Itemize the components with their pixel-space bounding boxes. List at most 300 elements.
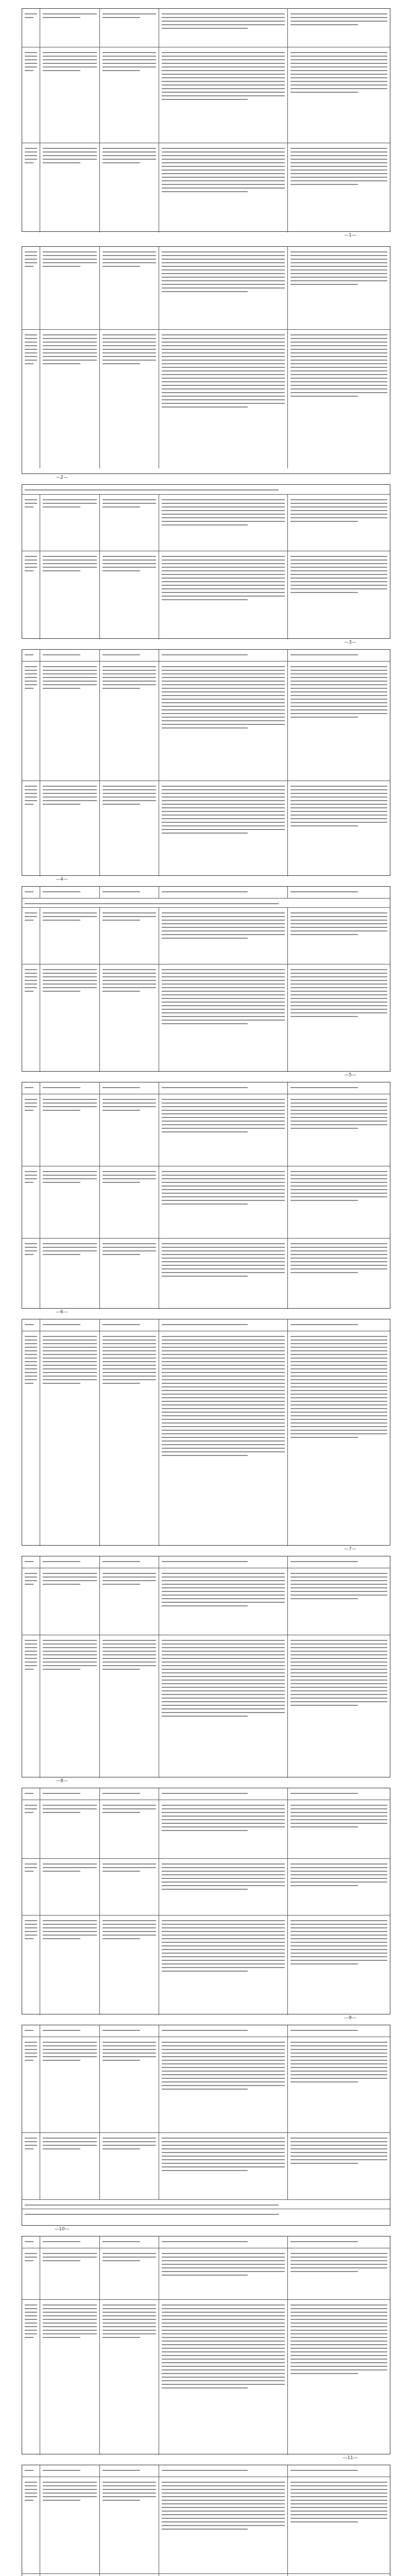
page-number: —11— [342,2455,358,2461]
text-line-placeholder [162,570,284,571]
text-line-placeholder [25,2030,33,2031]
text-line-placeholder [290,1963,358,1964]
text-line-placeholder [162,2341,284,2342]
text-line-placeholder [25,2319,37,2320]
text-line-placeholder [162,1640,284,1641]
text-line-placeholder [290,1705,358,1706]
text-line-placeholder [162,1016,284,1017]
text-line-placeholder [25,560,37,561]
text-line-placeholder [290,2264,387,2265]
page-number: —9— [344,2015,356,2021]
text-line-placeholder [102,56,157,57]
table-cell [22,964,40,1072]
text-line-placeholder [290,976,387,977]
text-line-placeholder [290,2049,387,2050]
text-line-placeholder [290,1361,387,1362]
text-line-placeholder [162,684,284,685]
table-row [22,1166,390,1238]
table-row [22,1635,390,1778]
text-line-placeholder [162,1350,284,1351]
text-line-placeholder [290,180,387,181]
text-line-placeholder [162,1408,284,1409]
text-line-placeholder [162,581,284,582]
text-line-placeholder [290,2369,387,2370]
text-line-placeholder [290,517,387,518]
text-line-placeholder [290,251,387,252]
table-cell [159,1800,287,1858]
text-line-placeholder [290,1009,387,1010]
text-line-placeholder [162,912,284,913]
text-line-placeholder [290,1368,387,1369]
table-cell [22,247,40,329]
text-line-placeholder [25,916,37,917]
text-line-placeholder [290,702,387,703]
text-line-placeholder [102,2500,140,2501]
text-line-placeholder [25,789,37,790]
text-line-placeholder [102,677,157,678]
text-line-placeholder [290,2511,387,2512]
text-line-placeholder [290,786,387,787]
text-line-placeholder [162,1823,284,1824]
text-line-placeholder [25,2042,37,2043]
text-line-placeholder [43,2323,97,2324]
text-line-placeholder [43,66,97,67]
table-cell [287,887,390,898]
text-line-placeholder [162,251,284,252]
table-cell [99,330,159,468]
text-line-placeholder [162,1404,284,1405]
text-line-placeholder [25,2337,33,2338]
text-line-placeholder [290,2056,387,2057]
text-line-placeholder [25,800,37,801]
text-line-placeholder [43,1863,97,1865]
table-block [22,1082,390,1309]
table-row [22,1331,390,1546]
table-cell [287,1094,390,1166]
text-line-placeholder [162,1412,284,1413]
text-line-placeholder [290,585,387,586]
table-cell [99,1082,159,1094]
text-line-placeholder [25,1658,37,1659]
text-line-placeholder [162,514,284,515]
text-line-placeholder [162,2529,248,2530]
text-line-placeholder [102,1577,157,1578]
text-line-placeholder [162,916,284,917]
text-line-placeholder [162,599,248,600]
text-line-placeholder [43,363,80,364]
text-line-placeholder [25,2323,37,2324]
table-block [22,1319,390,1546]
text-line-placeholder [43,255,97,256]
text-line-placeholder [162,2241,248,2242]
text-line-placeholder [102,1175,157,1176]
text-line-placeholder [25,2489,37,2490]
text-line-placeholder [162,349,284,350]
text-line-placeholder [290,2257,387,2258]
text-line-placeholder [25,259,37,260]
text-line-placeholder [290,1573,387,1574]
text-line-placeholder [162,1935,284,1936]
text-line-placeholder [25,349,37,350]
text-line-placeholder [162,1598,284,1599]
table-cell [40,2477,99,2573]
text-line-placeholder [162,28,248,29]
text-line-placeholder [290,1106,387,1107]
text-line-placeholder [162,1189,284,1190]
text-line-placeholder [290,63,387,64]
text-line-placeholder [162,1440,284,1442]
text-line-placeholder [162,973,284,974]
text-line-placeholder [290,1272,358,1273]
text-line-placeholder [102,70,140,71]
text-line-placeholder [290,1683,387,1684]
table-cell [287,1239,390,1309]
text-line-placeholder [290,581,387,582]
text-line-placeholder [290,378,387,379]
text-line-placeholder [162,1812,284,1813]
text-line-placeholder [162,70,284,71]
text-line-placeholder [102,1805,157,1806]
text-line-placeholder [43,891,80,892]
text-line-placeholder [162,1971,248,1972]
table-section-row [22,2209,390,2226]
text-line-placeholder [25,2308,37,2309]
text-line-placeholder [25,804,33,805]
text-line-placeholder [43,2253,97,2254]
table-cell [99,2574,159,2576]
text-line-placeholder [162,24,284,25]
text-line-placeholder [43,684,97,685]
text-line-placeholder [162,1182,284,1183]
text-line-placeholder [162,1002,284,1003]
text-line-placeholder [290,2078,387,2079]
text-line-placeholder [290,804,387,805]
text-line-placeholder [162,1204,248,1205]
text-line-placeholder [162,517,284,518]
text-line-placeholder [162,2071,284,2072]
table-cell [22,1319,40,1331]
text-line-placeholder [290,1935,387,1936]
text-line-placeholder [162,800,284,801]
table-cell [159,650,287,661]
section-title-placeholder [22,2200,390,2209]
table-cell [287,650,390,661]
text-line-placeholder [102,1573,157,1574]
text-line-placeholder [162,13,284,14]
table-cell [159,2477,287,2573]
text-line-placeholder [25,1171,37,1172]
text-line-placeholder [162,1938,284,1939]
text-line-placeholder [102,1372,157,1373]
text-line-placeholder [102,1640,157,1641]
text-line-placeholder [25,2496,37,2497]
text-line-placeholder [25,1358,37,1359]
text-line-placeholder [290,818,387,819]
text-line-placeholder [162,1816,284,1817]
text-line-placeholder [102,151,157,152]
text-line-placeholder [25,903,279,904]
text-line-placeholder [290,170,387,171]
text-line-placeholder [162,2518,284,2519]
text-line-placeholder [162,59,284,60]
table-cell [40,2236,99,2248]
text-line-placeholder [162,191,248,192]
text-line-placeholder [162,2511,284,2512]
text-line-placeholder [102,1365,157,1366]
text-line-placeholder [25,13,37,14]
text-line-placeholder [25,1584,33,1585]
text-line-placeholder [25,2045,37,2046]
text-line-placeholder [25,1640,37,1641]
text-line-placeholder [290,1580,387,1581]
text-line-placeholder [162,1701,284,1702]
text-line-placeholder [43,912,97,913]
text-line-placeholder [102,159,157,160]
text-line-placeholder [162,1584,284,1585]
table-cell [159,1568,287,1635]
text-line-placeholder [290,793,387,794]
text-line-placeholder [162,370,284,371]
text-line-placeholder [25,1347,37,1348]
table-cell [22,1239,40,1309]
text-line-placeholder [162,1131,248,1132]
text-line-placeholder [162,166,284,167]
text-line-placeholder [43,2485,97,2486]
text-line-placeholder [162,1422,284,1423]
text-line-placeholder [290,1945,387,1946]
text-line-placeholder [290,684,387,685]
text-line-placeholder [102,1379,157,1380]
text-line-placeholder [25,1654,37,1655]
text-line-placeholder [25,251,37,252]
text-line-placeholder [102,1935,157,1936]
text-line-placeholder [25,1871,33,1872]
table-cell [287,1916,390,2015]
text-line-placeholder [43,2326,97,2327]
text-line-placeholder [162,170,284,171]
text-line-placeholder [290,796,387,798]
text-line-placeholder [25,1087,33,1088]
text-line-placeholder [25,1365,37,1366]
text-line-placeholder [162,2330,284,2331]
text-line-placeholder [290,2362,387,2363]
text-line-placeholder [43,2470,80,2471]
table-cell [99,2477,159,2573]
text-line-placeholder [43,266,80,267]
table-cell [99,9,159,47]
text-line-placeholder [102,1561,140,1562]
text-line-placeholder [290,1871,387,1872]
text-line-placeholder [102,1110,140,1111]
text-line-placeholder [102,1383,140,1384]
text-line-placeholder [102,360,157,361]
text-line-placeholder [43,2330,97,2331]
text-line-placeholder [102,1247,157,1248]
text-line-placeholder [43,338,97,339]
table-block [22,2465,390,2576]
table-cell [159,1331,287,1546]
table-block [22,484,390,639]
text-line-placeholder [25,1935,37,1936]
text-line-placeholder [290,1595,387,1596]
text-line-placeholder [102,1368,157,1369]
text-line-placeholder [162,1175,284,1176]
text-line-placeholder [102,1340,157,1341]
text-line-placeholder [162,1683,284,1684]
text-line-placeholder [290,811,387,812]
text-line-placeholder [290,994,387,995]
text-line-placeholder [25,688,33,689]
text-line-placeholder [290,2485,387,2486]
text-line-placeholder [290,2260,387,2261]
text-line-placeholder [43,506,80,507]
page-number: —4— [56,877,68,882]
table-cell [287,1859,390,1915]
text-line-placeholder [290,503,387,504]
text-line-placeholder [25,2241,33,2242]
text-line-placeholder [290,670,387,671]
table-block [22,8,390,232]
text-line-placeholder [43,1665,97,1666]
text-line-placeholder [290,255,387,256]
text-line-placeholder [25,360,37,361]
text-line-placeholder [290,1701,387,1702]
page-number: —8— [56,1778,68,1784]
text-line-placeholder [290,588,387,589]
table-cell [287,9,390,47]
text-line-placeholder [162,1878,284,1879]
text-line-placeholder [25,489,279,490]
text-line-placeholder [43,1561,80,1562]
text-line-placeholder [25,976,37,977]
text-line-placeholder [162,338,284,339]
text-line-placeholder [25,1651,37,1652]
text-line-placeholder [102,63,157,64]
text-line-placeholder [290,923,387,924]
text-line-placeholder [290,2344,387,2345]
text-line-placeholder [102,688,140,689]
table-cell [159,2133,287,2199]
text-line-placeholder [290,56,387,57]
text-line-placeholder [162,1200,284,1201]
text-line-placeholder [102,1350,157,1351]
text-line-placeholder [43,980,97,981]
table-cell [40,2025,99,2037]
text-line-placeholder [290,155,387,156]
text-line-placeholder [290,1669,387,1670]
text-line-placeholder [162,1347,284,1348]
text-line-placeholder [162,99,248,100]
text-line-placeholder [290,1390,387,1391]
text-line-placeholder [290,1124,387,1125]
text-line-placeholder [290,891,358,892]
text-line-placeholder [290,370,387,371]
text-line-placeholder [25,151,37,152]
text-line-placeholder [290,349,387,350]
text-line-placeholder [102,976,157,977]
text-line-placeholder [162,688,284,689]
text-line-placeholder [102,1867,157,1868]
page-number: —10— [54,2227,70,2232]
text-line-placeholder [25,2304,37,2306]
table-cell [287,1788,390,1800]
table-cell [159,2300,287,2455]
table-cell [159,1319,287,1331]
text-line-placeholder [43,1182,80,1183]
text-line-placeholder [25,673,37,674]
text-line-placeholder [162,1361,284,1362]
table-header-row [22,1556,390,1568]
table-cell [22,551,40,639]
text-line-placeholder [25,52,37,53]
text-line-placeholder [43,1584,80,1585]
text-line-placeholder [102,916,157,917]
text-line-placeholder [43,2141,97,2142]
text-line-placeholder [25,1175,37,1176]
text-line-placeholder [25,1376,37,1377]
text-line-placeholder [162,1265,284,1266]
text-line-placeholder [43,1643,97,1645]
text-line-placeholder [290,499,387,500]
text-line-placeholder [290,2163,358,2164]
text-line-placeholder [43,1368,97,1369]
text-line-placeholder [290,1002,387,1003]
text-line-placeholder [43,2049,97,2050]
text-line-placeholder [162,1680,284,1681]
text-line-placeholder [102,499,157,500]
text-line-placeholder [102,13,157,14]
text-line-placeholder [102,2045,157,2046]
table-header-row [22,1082,390,1094]
text-line-placeholder [290,1698,387,1699]
text-line-placeholder [25,1178,37,1179]
text-line-placeholder [290,815,387,816]
text-line-placeholder [290,396,358,397]
text-line-placeholder [102,1254,140,1255]
text-line-placeholder [25,1361,37,1362]
text-line-placeholder [102,681,157,682]
text-line-placeholder [102,162,140,163]
text-line-placeholder [162,2348,284,2349]
text-line-placeholder [290,177,387,178]
text-line-placeholder [290,2341,387,2342]
text-line-placeholder [43,654,80,655]
text-line-placeholder [162,699,284,700]
text-line-placeholder [162,177,284,178]
text-line-placeholder [162,934,284,935]
text-line-placeholder [162,1924,284,1925]
text-line-placeholder [43,2030,80,2031]
text-line-placeholder [162,2148,284,2149]
text-line-placeholder [102,1354,157,1355]
text-line-placeholder [290,352,387,353]
text-line-placeholder [43,991,80,992]
text-line-placeholder [43,987,97,988]
text-line-placeholder [43,1577,97,1578]
text-line-placeholder [290,1121,387,1122]
text-line-placeholder [162,388,284,389]
text-line-placeholder [25,363,33,364]
text-line-placeholder [162,1651,284,1652]
text-line-placeholder [102,1808,157,1809]
text-line-placeholder [25,2214,279,2215]
text-line-placeholder [162,930,284,931]
table-row [22,1858,390,1915]
table-cell [159,1094,287,1166]
text-line-placeholder [102,1793,140,1794]
text-line-placeholder [162,560,284,561]
text-line-placeholder [162,2525,284,2526]
